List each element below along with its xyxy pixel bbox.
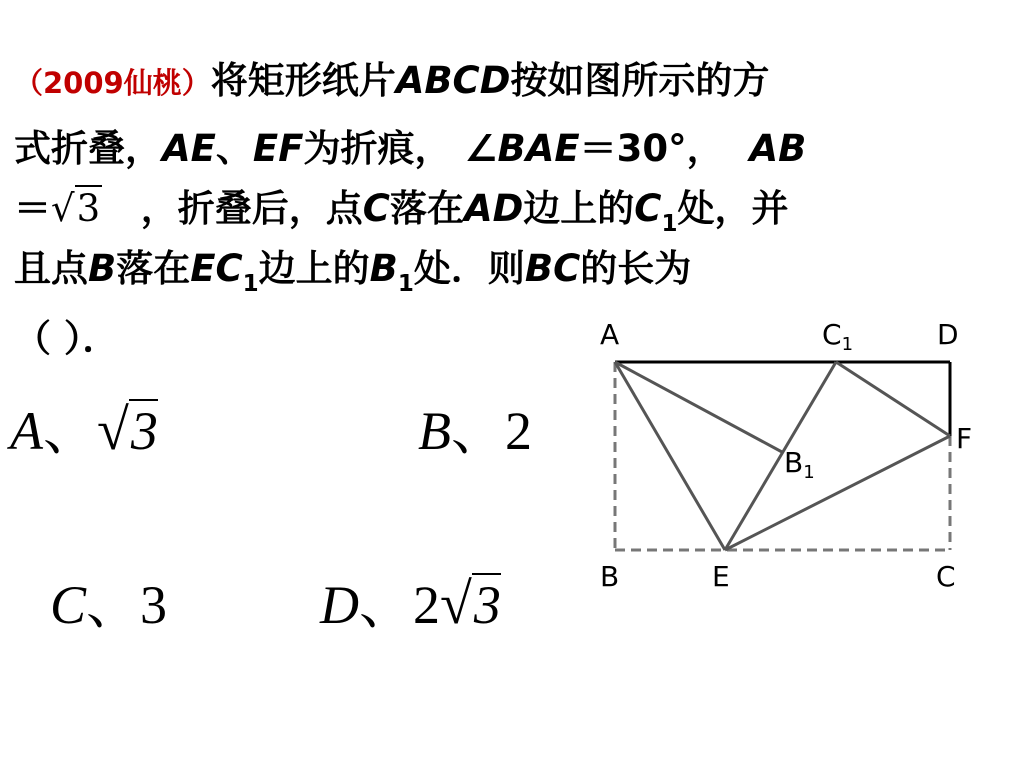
label-b: B [600, 560, 620, 593]
folding-figure [590, 300, 1010, 600]
problem-line-3: ＝√3 ，折叠后，点C落在AD边上的$C_1$处，并 [14, 187, 789, 237]
answer-blank: （ ）． [14, 317, 120, 360]
option-a[interactable]: A、√3 [10, 397, 158, 462]
problem-line-2: 式折叠，AE、EF为折痕， ∠BAE＝30°， AB [14, 127, 807, 170]
label-c1: $C_1$ [822, 318, 854, 355]
sqrt-3-inline: √3 [51, 187, 101, 230]
option-c[interactable]: C、3 [50, 575, 168, 635]
label-a: A [600, 318, 620, 351]
option-d[interactable]: D、2√3 [320, 571, 501, 636]
label-e: E [712, 560, 730, 593]
label-f: F [956, 422, 973, 455]
label-c: C [936, 560, 956, 593]
problem-source: （2009仙桃） [14, 66, 211, 100]
label-d: D [937, 318, 959, 351]
option-b[interactable]: B、2 [418, 401, 532, 461]
problem-line-4: 且点B落在$EC_1$边上的$B_1$处．则BC的长为 [14, 247, 692, 297]
segment-c1f [836, 362, 950, 436]
label-b1: $B_1$ [784, 446, 815, 483]
problem-line-1: （2009仙桃）将矩形纸片ABCD按如图所示的方 [14, 59, 770, 102]
